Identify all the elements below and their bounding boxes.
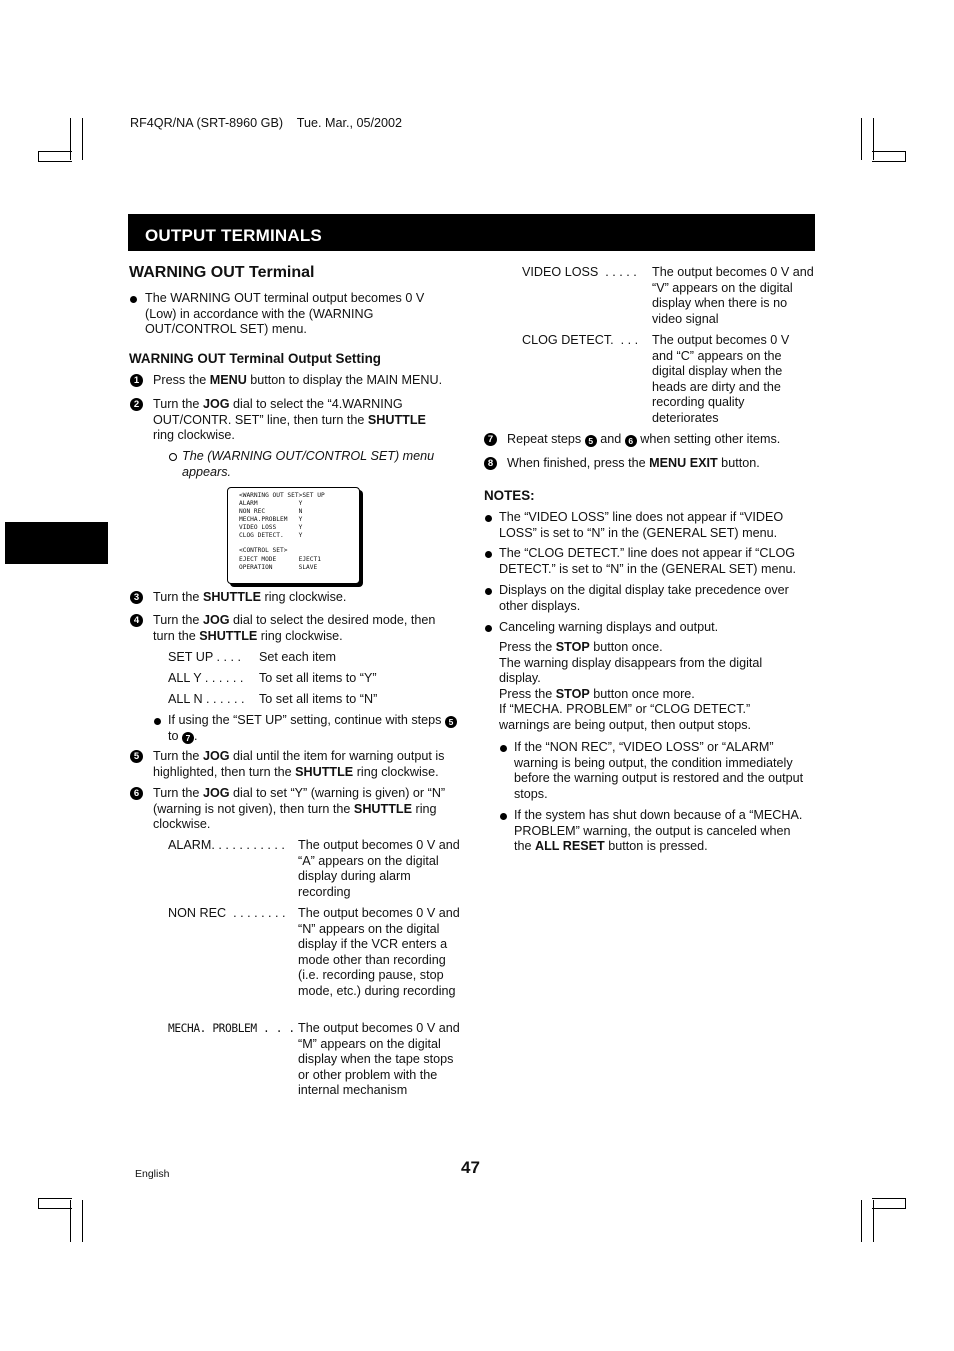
jog-dial-ref: JOG [202, 749, 230, 763]
section-title: WARNING OUT Terminal [129, 264, 315, 281]
stop-button-ref: STOP [555, 686, 590, 701]
intro-text: The WARNING OUT terminal output becomes 0 V (Low) in accordance with the (WARNING OUT/CONTROL SET) menu. [145, 291, 425, 337]
intro-paragraph [145, 291, 445, 338]
document-code: RF4QR/NA (SRT-8960 GB) Tue. Mar., 05/2002 [130, 116, 403, 130]
step-8-text-end: button. [717, 456, 760, 470]
step-1 [153, 373, 458, 389]
jog-dial-ref: JOG [202, 613, 230, 627]
cancel-line-1-end: button once. [589, 640, 663, 654]
notes-title: NOTES: [484, 488, 535, 503]
subsection-title: WARNING OUT Terminal Output Setting [129, 351, 381, 366]
bullet-icon [500, 745, 507, 752]
cancel-line-1-text: Press the [499, 640, 556, 654]
bullet-icon [485, 551, 492, 558]
item-label-alarm: ALARM. . . . . . . . . . . [168, 838, 285, 852]
bullet-icon [485, 588, 492, 595]
crop-mark-bottom-right-h [872, 1198, 906, 1209]
step-4-text: Turn the [153, 613, 203, 627]
step-5-text: Turn the [153, 749, 203, 763]
step-2-text-mid: dial to select the “4.WARNING OUT/CONTR. SET” line, then turn the [153, 397, 403, 427]
all-reset-button-ref: ALL RESET [535, 839, 605, 854]
mode-label-all-y: ALL Y . . . . . . [168, 671, 244, 685]
item-label-clog-detect: CLOG DETECT. . . . [522, 333, 639, 347]
step-ref-5-icon: 5 [445, 716, 457, 728]
step-4 [153, 613, 453, 644]
cancel-line-3-text: Press the [499, 686, 556, 701]
hollow-bullet-icon [169, 453, 177, 461]
mode-label-all-n: ALL N . . . . . . [168, 692, 245, 706]
menu-line-eject-mode: EJECT MODE EJECT1 [239, 556, 321, 563]
item-desc-clog-detect: The output becomes 0 V and “C” appears on the digital display when the heads are dirty and the recording quality deteriorates [652, 333, 790, 425]
step-5-text-mid: dial until the item for warning output is highlighted, then turn the [153, 749, 445, 779]
stop-button-ref: STOP [555, 640, 590, 654]
step-2-note: The (WARNING OUT/CONTROL SET) menu appears. [182, 449, 435, 479]
item-desc-non-rec: The output becomes 0 V and “N” appears on the digital display if the VCR enters a mode other than recording (i.e. recording pause, stop mode, etc.) during recording [298, 906, 460, 998]
note-4: Canceling warning displays and output. [499, 620, 719, 634]
shuttle-ring-ref: SHUTTLE [199, 628, 258, 643]
cancel-line-4: If “MECHA. PROBLEM” or “CLOG DETECT.” warnings are being output, then output stops. [499, 702, 752, 732]
step-number-1-icon: 1 [130, 374, 143, 387]
mode-label-setup: SET UP . . . . [168, 650, 242, 664]
bullet-icon [485, 625, 492, 632]
menu-line-non-rec: NON REC N [239, 508, 303, 515]
step-3 [153, 590, 453, 606]
step-5 [153, 749, 458, 780]
shuttle-ring-ref: SHUTTLE [202, 590, 262, 604]
crop-mark-bottom-left-h [38, 1198, 72, 1209]
step-ref-7-icon: 7 [182, 732, 194, 744]
menu-line-clog: CLOG DETECT. Y [239, 532, 303, 539]
step-number-7-icon: 7 [484, 433, 497, 446]
step-ref-6-icon: 6 [625, 435, 637, 447]
step-3-text: Turn the [153, 590, 203, 604]
menu-line-video-loss: VIDEO LOSS Y [239, 524, 303, 531]
menu-button-ref: MENU [209, 373, 247, 387]
step-7-text-end: when setting other items. [636, 432, 781, 446]
bullet-icon [154, 718, 161, 725]
footer-language: English [135, 1168, 170, 1180]
cancel-line-1 [499, 640, 784, 656]
sub-note-2-end: button is pressed. [604, 839, 708, 854]
step-number-4-icon: 4 [130, 614, 143, 627]
step-7-text: Repeat steps [507, 432, 585, 446]
step-4-note [168, 713, 458, 744]
mode-desc-all-n: To set all items to “N” [259, 692, 378, 706]
step-number-2-icon: 2 [130, 398, 143, 411]
step-2-text-end: ring clockwise. [153, 428, 235, 443]
cancel-line-3-end: button once more. [589, 686, 695, 701]
item-desc-alarm: The output becomes 0 V and “A” appears on the digital display during alarm recording [298, 838, 460, 899]
step-4-note-text: If using the “SET UP” setting, continue with steps [168, 713, 445, 727]
step-4-note-end: . [194, 728, 198, 743]
step-6-text: Turn the [153, 786, 203, 800]
menu-line-header: <WARNING OUT SET>SET UP [239, 492, 325, 499]
step-2-text: Turn the [153, 397, 203, 411]
menu-line-alarm: ALARM Y [239, 500, 303, 507]
step-2 [153, 397, 448, 444]
step-ref-5-icon: 5 [585, 435, 597, 447]
step-7 [507, 432, 817, 448]
step-7-and: and [596, 432, 625, 446]
sub-note-2-text: If the system has shut down because of a “MECHA. PROBLEM” warning, the output is canceled when the [514, 808, 803, 854]
bullet-icon [500, 813, 507, 820]
step-6 [153, 786, 458, 833]
note-3: Displays on the digital display take precedence over other displays. [499, 583, 789, 613]
page-title-bar [128, 214, 815, 251]
step-number-6-icon: 6 [130, 787, 143, 800]
item-label-video-loss: VIDEO LOSS . . . . . [522, 265, 637, 279]
step-6-text-end: ring clockwise. [153, 801, 437, 832]
item-label-mecha-problem: MECHA. PROBLEM . . . [168, 1022, 295, 1035]
menu-screen-display [227, 487, 360, 584]
page-title: OUTPUT TERMINALS [145, 226, 322, 245]
step-8 [507, 456, 817, 472]
step-1-text-end: button to display the MAIN MENU. [246, 373, 443, 387]
jog-dial-ref: JOG [202, 397, 230, 411]
item-desc-video-loss: The output becomes 0 V and “V” appears on the digital display when there is no video signal [652, 265, 814, 326]
note-2: The “CLOG DETECT.” line does not appear if “CLOG DETECT.” is set to “N” in the (GENERAL SET) menu. [499, 546, 796, 576]
step-5-text-end: ring clockwise. [353, 764, 439, 779]
step-6-text-mid: dial to set “Y” (warning is given) or “N” (warning is not given), then turn the [153, 786, 446, 816]
shuttle-ring-ref: SHUTTLE [367, 412, 426, 427]
crop-mark-top-left-h [38, 151, 72, 162]
menu-line-operation: OPERATION SLAVE [239, 564, 318, 571]
item-desc-mecha-problem: The output becomes 0 V and “M” appears on the digital display when the tape stops or other problem with the internal mechanism [298, 1021, 460, 1098]
step-8-text: When finished, press the [507, 456, 650, 470]
step-number-8-icon: 8 [484, 457, 497, 470]
sub-note-2 [514, 808, 810, 855]
step-number-5-icon: 5 [130, 750, 143, 763]
step-number-3-icon: 3 [130, 591, 143, 604]
cancel-line-2: The warning display disappears from the digital display. [499, 655, 763, 686]
cancel-instructions [499, 640, 784, 734]
item-label-non-rec: NON REC . . . . . . . . [168, 906, 286, 920]
step-4-note-to: to [168, 728, 183, 743]
step-4-text-mid: dial to select the desired mode, then turn the [153, 613, 436, 643]
side-tab-marker [5, 522, 108, 564]
page-number: 47 [461, 1158, 480, 1177]
cancel-line-3 [499, 687, 784, 703]
step-3-text-end: ring clockwise. [261, 590, 347, 604]
menu-exit-button-ref: MENU EXIT [649, 456, 718, 470]
step-4-text-end: ring clockwise. [257, 628, 343, 643]
menu-line-mecha: MECHA.PROBLEM Y [239, 516, 303, 523]
sub-note-1: If the “NON REC”, “VIDEO LOSS” or “ALARM” warning is being output, the condition immediately before the warning output is restored and the output stops. [514, 740, 804, 801]
menu-line-control-set: <CONTROL SET> [239, 547, 288, 554]
mode-desc-all-y: To set all items to “Y” [259, 671, 377, 685]
shuttle-ring-ref: SHUTTLE [295, 764, 354, 779]
crop-mark-top-right-h [872, 151, 906, 162]
bullet-icon [130, 296, 137, 303]
shuttle-ring-ref: SHUTTLE [353, 801, 412, 816]
note-1: The “VIDEO LOSS” line does not appear if “VIDEO LOSS” is set to “N” in the (GENERAL SET) menu. [499, 510, 784, 540]
bullet-icon [485, 515, 492, 522]
mode-desc-setup: Set each item [259, 650, 337, 664]
jog-dial-ref: JOG [202, 786, 230, 800]
step-1-text: Press the [153, 373, 210, 387]
